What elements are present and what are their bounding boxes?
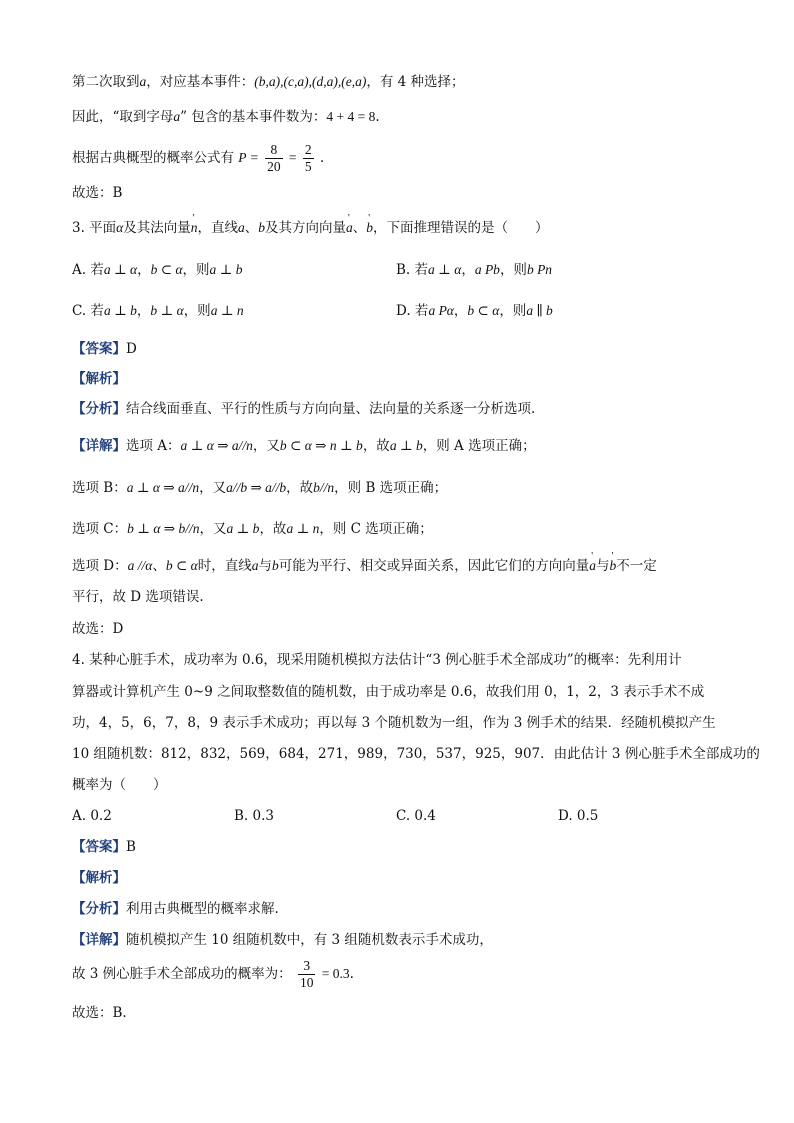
text: 根据古典概型的概率公式有 <box>72 150 234 166</box>
math: 4 + 4 = 8 <box>326 109 376 124</box>
text-line <box>72 72 465 92</box>
fraction: $\frac{8}{20}$ <box>267 142 281 174</box>
answer-pick: 故选：B. <box>72 1005 127 1021</box>
detail-line: 选项 B：a ⊥ α ⇒ a//n，又a//b ⇒ a//b，故b//n，则 B 选项正确； <box>72 480 448 496</box>
fraction: $\frac{2}{5}$ <box>304 142 312 174</box>
analysis-line: 【分析】结合线面垂直、平行的性质与方向向量、法向量的关系逐一分析选项. <box>72 401 536 417</box>
question-4-line: 功，4，5，6，7，8，9 表示手术成功；再以每 3 个随机数为一组，作为 3 例手术的结果．经随机模拟产生 <box>72 715 716 731</box>
option-c: C. 0.4 <box>396 808 436 824</box>
answer-line: 【答案】D <box>72 341 137 357</box>
text-line <box>72 107 380 127</box>
option-a: A. 若a ⊥ α，b ⊂ α，则a ⊥ b <box>72 262 243 278</box>
text: 第二次取到 <box>72 74 140 90</box>
option-d: D. 0.5 <box>558 808 599 824</box>
answer-pick: 故选：D <box>72 621 124 637</box>
answer-pick: 故选：B <box>72 185 123 201</box>
question-4-line: 10 组随机数：812，832，569，684，271，989，730，537，925，907．由此估计 3 例心脏手术全部成功的 <box>72 746 760 762</box>
option-a: A. 0.2 <box>72 808 112 824</box>
text: ，对应基本事件： <box>146 74 255 90</box>
math: P = <box>238 150 259 165</box>
text: ，有 4 种选择； <box>366 74 465 90</box>
analysis-heading: 【解析】 <box>72 870 126 886</box>
detail-line: 选项 D：a //α、b ⊂ α时，直线a与b可能为平行、相交或异面关系，因此它们的方向向量' a与' b不一定 <box>72 556 657 576</box>
answer-line: 【答案】B <box>72 839 136 855</box>
text: . <box>319 150 325 166</box>
fraction: $\frac{3}{10}$ <box>299 958 314 990</box>
detail-line: 【详解】选项 A：a ⊥ α ⇒ a//n，又b ⊂ α ⇒ n ⊥ b，故a ⊥ b，则 A 选项正确； <box>72 438 536 454</box>
option-b: B. 若a ⊥ α，a Pb，则b Pn <box>396 262 553 278</box>
analysis-heading: 【解析】 <box>72 371 126 387</box>
option-d: D. 若a Pα，b ⊂ α，则a ∥ b <box>396 303 553 319</box>
text-line <box>72 140 324 176</box>
question-3-stem: 3. 平面α及其法向量' n，直线a、b及其方向向量' a、' b，下面推理错误的是（ ） <box>72 218 549 238</box>
text: . <box>375 109 380 125</box>
option-c: C. 若a ⊥ b，b ⊥ α，则a ⊥ n <box>72 303 244 319</box>
analysis-line: 【分析】利用古典概型的概率求解. <box>72 901 279 917</box>
text: 因此，“取到字母 <box>72 109 174 125</box>
option-b: B. 0.3 <box>234 808 274 824</box>
detail-line: 平行，故 D 选项错误. <box>72 589 204 605</box>
result-line: 故 3 例心脏手术全部成功的概率为： $\frac{3}{10}$ = 0.3. <box>72 958 354 990</box>
detail-line: 选项 C：b ⊥ α ⇒ b//n，又a ⊥ b，故a ⊥ n，则 C 选项正确； <box>72 521 433 537</box>
math: (b,a),(c,a),(d,a),(e,a) <box>254 74 367 89</box>
question-4-line: 算器或计算机产生 0~9 之间取整数值的随机数，由于成功率是 0.6，故我们用 0，1，2，3 表示手术不成 <box>72 684 705 700</box>
math: a <box>139 74 147 89</box>
answer-tag: 【答案】 <box>72 341 126 357</box>
detail-line: 【详解】随机模拟产生 10 组随机数中，有 3 组随机数表示手术成功， <box>72 932 493 948</box>
math: a <box>173 109 181 124</box>
question-4-line: 概率为（ ） <box>72 777 167 793</box>
question-4-line: 4. 某种心脏手术，成功率为 0.6，现采用随机模拟方法估计“3 例心脏手术全部成功”的概率：先利用计 <box>72 652 682 668</box>
text: ” 包含的基本事件数为： <box>180 109 327 125</box>
math: = <box>288 150 297 165</box>
